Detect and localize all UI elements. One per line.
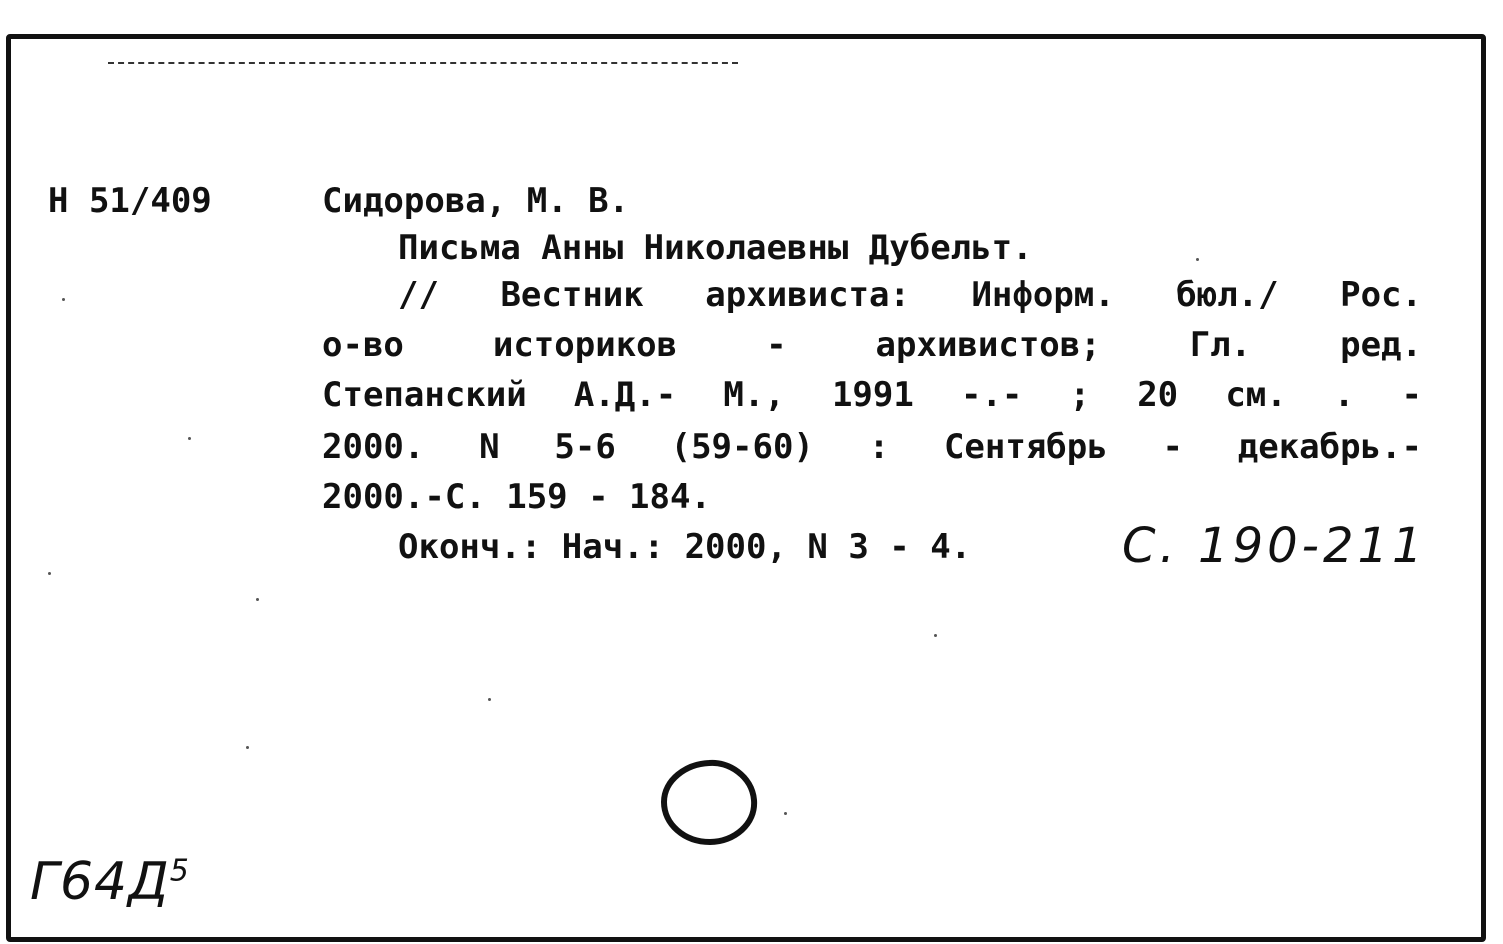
speck <box>246 746 249 749</box>
punch-hole <box>660 758 758 846</box>
source-line-3: Степанский А.Д.- М., 1991 -.- ; 20 см. . - <box>322 375 1422 415</box>
source-line-5: 2000.-С. 159 - 184. <box>322 477 711 517</box>
handwritten-page-range: С. 190-211 <box>1122 518 1427 574</box>
author-line: Сидорова, М. В. <box>322 181 630 221</box>
speck <box>48 572 51 575</box>
title-line: Письма Анны Николаевны Дубельт. <box>398 228 1033 268</box>
continuation-note: Оконч.: Нач.: 2000, N 3 - 4. <box>398 527 972 567</box>
speck <box>256 598 259 601</box>
speck <box>488 698 491 701</box>
source-line-2: о-во историков - архивистов; Гл. ред. <box>322 325 1422 365</box>
handwritten-inventory-number <box>30 852 190 912</box>
inventory-superscript: 5 <box>169 853 190 889</box>
source-line-1: // Вестник архивиста: Информ. бюл./ Рос. <box>398 275 1422 315</box>
shelfmark: Н 51/409 <box>48 181 212 221</box>
speck <box>1196 258 1199 261</box>
speck <box>188 437 191 440</box>
speck <box>784 812 787 815</box>
speck <box>934 634 937 637</box>
top-dashed-rule <box>108 62 738 64</box>
speck <box>62 298 65 301</box>
source-line-4: 2000. N 5-6 (59-60) : Сентябрь - декабрь.- <box>322 427 1422 467</box>
inventory-main: Г64Д <box>30 852 170 912</box>
